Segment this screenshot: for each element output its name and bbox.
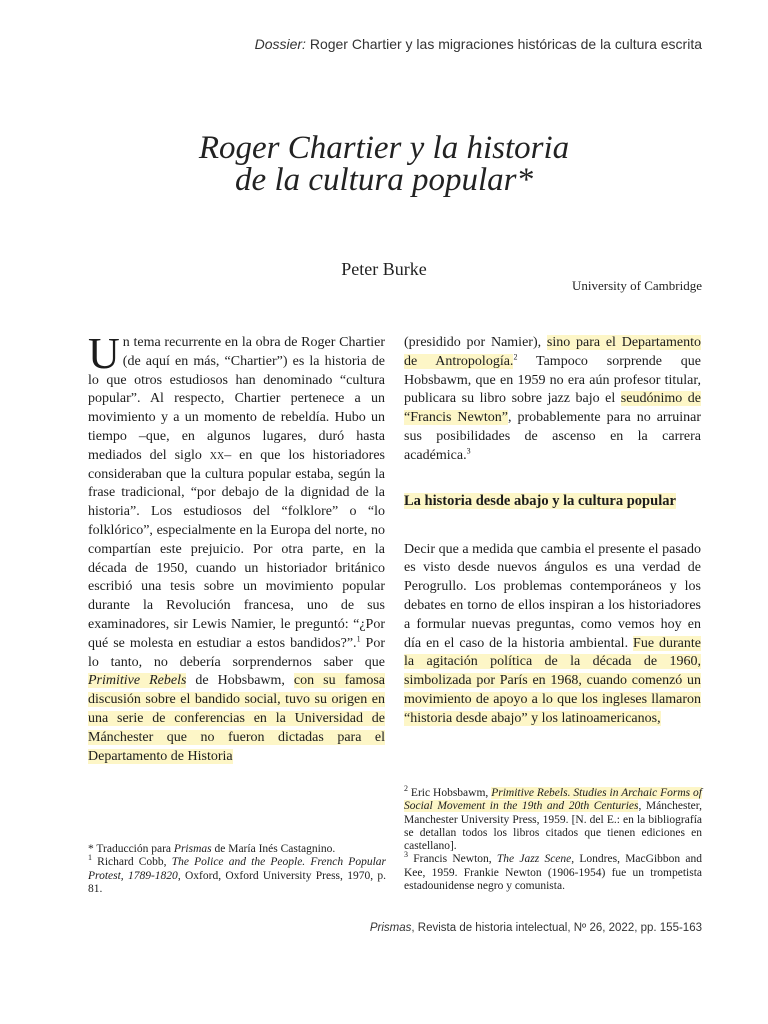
footnote-ref-1[interactable]: 1 [356,634,361,644]
footnotes-right [404,784,702,893]
footnote-2 [404,784,702,853]
right-paragraph-1 [404,334,701,466]
text-run: Por lo tanto, no debería sorprendernos saber que [88,635,385,670]
text-run: , Mánchester, Manchester University Press, 1959. [N. del E.: en la bibliografía se detallan todos los libros citados que tienen ediciones en castellano]. [404,800,702,853]
footnote-number: 1 [88,853,92,863]
highlight-bandido-social: con su famosa discusión sobre el bandido social, tuvo su origen en una serie de conferencias en la Universidad de Mánchester que no fueron dictadas para el Departamento de Historia [88,673,385,764]
text-run: n tema recurrente en la obra de Roger Chartier (de aquí en más, “Chartier”) es la historia de lo que otros estudiosos han denominado “cultura popular”. Al respecto, Chartier pertenece a un movimiento y a un momento de rebeldía. Hubo un tiempo –que, en algunos lugares, duró hasta mediados del siglo [88,335,385,463]
text-run: , Oxford, Oxford University Press, 1970, p. 81. [88,869,387,895]
journal-citation: , Revista de historia intelectual, Nº 26, 2022, pp. 155-163 [411,922,702,934]
running-head-label: Dossier: [254,36,306,52]
text-run: Decir que a medida que cambia el presente el pasado es visto desde nuevos ángulos es una verdad de Perogrullo. Los problemas contemporáneos y los debates en torno de ellos inspiran a los historiadores a formular nuevas preguntas, como vemos hoy en día en el caso de la historia ambiental. [404,541,701,651]
text-run: de María Inés Castagnino. [211,843,336,855]
text-run-italic: The Jazz Scene [496,853,572,866]
section-heading [404,492,701,511]
right-paragraph-2 [404,541,701,729]
text-run: , probablemente para no arruinar sus posibilidades de ascenso en la carrera académica. [404,410,701,463]
footnote-number: 3 [404,850,408,860]
spacer [404,511,701,541]
text-run-italic: Prismas [173,843,212,855]
running-head-text: Roger Chartier y las migraciones históricas de la cultura escrita [305,36,702,52]
text-run: Richard Cobb, [92,856,172,869]
text-run: , Londres, MacGibbon and Kee, 1959. Frankie Newton (1906-1954) fue un trompetista estadounidense negro y comunista. [404,853,702,893]
article-title [0,132,768,196]
left-column [88,329,385,766]
footnote-1 [88,853,387,896]
journal-name: Prismas [369,922,412,934]
text-run: * Traducción para [88,843,174,855]
text-run: – en que los historiadores consideraban que la cultura popular estaba, según la frase tradicional, “por debajo de la dignidad de la historia”. Los estudiosos del “folklore” o “lo folklórico”, especialmente en la Europa del norte, no compartían este prejuicio. Por otra parte, en la década de 1950, cuando un historiador británico escribió una tesis sobre un movimiento popular durante la Revolución francesa, uno de sus examinadores, sir Lewis Namier, le preguntó: “¿Por qué se molesta en estudiar a estos bandidos?”. [88,447,385,651]
text-run: Tampoco sorprende que Hobsbawm, que en 1959 no era aún profesor titular, publicara su libro sobre jazz bajo el [404,353,701,407]
highlight-antropologia: sino para el Departamento de Antropología. [404,335,701,369]
section-heading-text: La historia desde abajo y la cultura popular [404,492,676,509]
left-paragraph-1 [88,329,385,766]
author-affiliation: University of Cambridge [572,278,702,293]
text-run: de Hobsbawm, [186,673,294,689]
text-run: Francis Newton, [408,853,497,866]
text-run: (presidido por Namier), [404,335,547,350]
footnote-star [88,843,386,856]
text-run-italic: The Police and the People. French Popular Protest, 1789-1820 [88,856,386,882]
title-line-1: Roger Chartier y la historia [198,130,570,166]
footnote-ref-3[interactable]: 3 [466,446,471,456]
highlight-seudonimo: seudónimo de “Francis Newton” [404,391,701,426]
highlight-footnote-title: Primitive Rebels. Studies in Archaic Forms of Social Movement in the 19th and 20th Centuries [404,787,702,813]
title-line-2: de la cultura popular* [235,162,533,198]
text-run: Eric Hobsbawm, [408,787,492,799]
footnote-3 [404,850,702,893]
dropcap: U [88,329,120,378]
right-column [404,334,701,729]
small-caps-century: xx [209,447,225,463]
footnote-ref-2[interactable]: 2 [513,352,518,362]
author-name: Peter Burke [341,259,427,279]
footnote-number: 2 [404,784,408,794]
footnotes-left [88,843,386,896]
page-footer [370,922,702,934]
highlight-agitacion-politica: Fue durante la agitación política de la década de 1960, simbolizada por París en 1968, cuando comenzó un movimiento de apoyo a lo que los ingleses llamaron “historia desde abajo” y los latinoamericanos, [404,635,701,726]
highlight-primitive-rebels: Primitive Rebels [88,673,187,689]
running-head [255,36,702,52]
